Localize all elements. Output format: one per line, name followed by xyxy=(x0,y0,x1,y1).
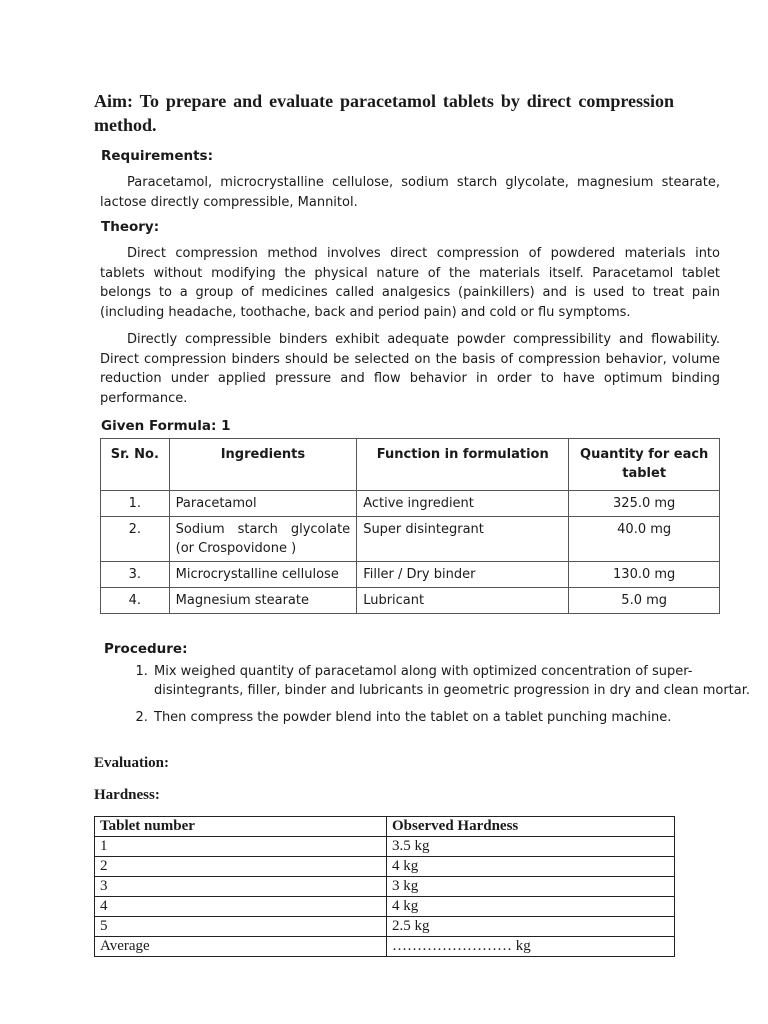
tablet-number-cell: 1 xyxy=(95,837,387,857)
average-value-cell: …………………… kg xyxy=(387,937,675,957)
tablet-number-cell: 5 xyxy=(95,917,387,937)
header-sr-no: Sr. No. xyxy=(101,439,170,491)
formula-header-row xyxy=(101,439,720,491)
tablet-number-cell: 4 xyxy=(95,897,387,917)
average-label-cell: Average xyxy=(95,937,387,957)
aim-heading: Aim: To prepare and evaluate paracetamol tablets by direct compression method. xyxy=(94,91,674,135)
hardness-cell: 3.5 kg xyxy=(387,837,675,857)
hardness-cell: 3 kg xyxy=(387,877,675,897)
hardness-cell: 4 kg xyxy=(387,857,675,877)
tablet-number-cell: 3 xyxy=(95,877,387,897)
header-quantity: Quantity for each tablet xyxy=(569,439,720,491)
quantity-cell: 40.0 mg xyxy=(569,517,720,562)
tablet-number-cell: 2 xyxy=(95,857,387,877)
theory-paragraph-1: Direct compression method involves direct compression of powdered materials into tablets without modifying the physical nature of the materials itself. Paracetamol tablet belongs to a group of medicines called analgesics (painkillers) and is used to treat pain (including headache, toothache, back and period pain) and cold or flu symptoms. xyxy=(100,246,720,320)
table-row xyxy=(95,937,675,957)
sr-no-cell: 4. xyxy=(101,588,170,614)
procedure-steps xyxy=(104,662,752,735)
table-row xyxy=(95,897,675,917)
ingredient-cell: Magnesium stearate xyxy=(169,588,357,614)
ingredient-cell: Sodium starch glycolate (or Crospovidone ) xyxy=(169,517,357,562)
function-cell: Filler / Dry binder xyxy=(357,562,569,588)
hardness-header-row xyxy=(95,817,675,837)
table-row xyxy=(101,562,720,588)
requirements-text: Paracetamol, microcrystalline cellulose, sodium starch glycolate, magnesium stearate, lactose directly compressible, Mannitol. xyxy=(100,175,720,210)
ingredient-cell: Microcrystalline cellulose xyxy=(169,562,357,588)
theory-heading: Theory: xyxy=(101,219,160,235)
formula-table xyxy=(100,438,720,614)
header-observed-hardness: Observed Hardness xyxy=(387,817,675,837)
table-row xyxy=(95,877,675,897)
hardness-cell: 4 kg xyxy=(387,897,675,917)
evaluation-heading: Evaluation: xyxy=(94,755,170,771)
quantity-cell: 325.0 mg xyxy=(569,491,720,517)
hardness-cell: 2.5 kg xyxy=(387,917,675,937)
header-ingredients: Ingredients xyxy=(169,439,357,491)
header-tablet-number: Tablet number xyxy=(95,817,387,837)
hardness-table xyxy=(94,816,675,957)
header-function: Function in formulation xyxy=(357,439,569,491)
procedure-step: 1. Mix weighed quantity of paracetamol along with optimized concentration of super-disintegrants, filler, binder and lubricants in geometric progression in dry and clean mortar. xyxy=(152,662,752,700)
table-row xyxy=(101,491,720,517)
procedure-heading: Procedure: xyxy=(104,641,188,657)
sr-no-cell: 3. xyxy=(101,562,170,588)
ingredient-cell: Paracetamol xyxy=(169,491,357,517)
function-cell: Super disintegrant xyxy=(357,517,569,562)
hardness-heading: Hardness: xyxy=(94,787,160,803)
formula-heading: Given Formula: 1 xyxy=(101,418,231,434)
sr-no-cell: 2. xyxy=(101,517,170,562)
function-cell: Active ingredient xyxy=(357,491,569,517)
function-cell: Lubricant xyxy=(357,588,569,614)
theory-paragraph-2: Directly compressible binders exhibit adequate powder compressibility and flowability. Direct compression binders should be selected on the basis of compression behavior, volume reduction under applied pressure and flow behavior in order to have optimum binding performance. xyxy=(100,332,720,406)
table-row xyxy=(95,857,675,877)
table-row xyxy=(101,517,720,562)
table-row xyxy=(95,917,675,937)
sr-no-cell: 1. xyxy=(101,491,170,517)
quantity-cell: 130.0 mg xyxy=(569,562,720,588)
procedure-step: 2. Then compress the powder blend into the tablet on a tablet punching machine. xyxy=(152,708,752,727)
quantity-cell: 5.0 mg xyxy=(569,588,720,614)
table-row xyxy=(101,588,720,614)
table-row xyxy=(95,837,675,857)
requirements-heading: Requirements: xyxy=(101,148,213,164)
